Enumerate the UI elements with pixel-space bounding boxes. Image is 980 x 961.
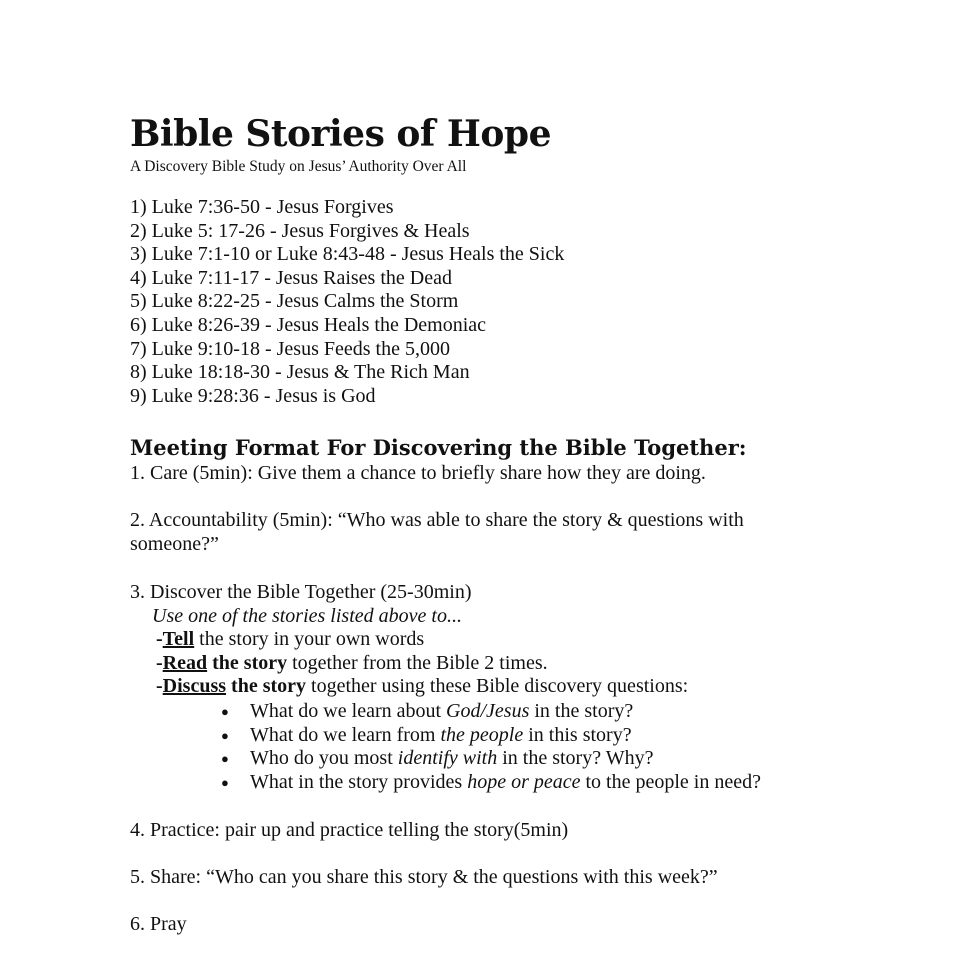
- substep-tell: [130, 628, 424, 652]
- document-title: Bible Stories of Hope: [130, 113, 552, 155]
- question-emphasis: God/Jesus: [446, 700, 530, 722]
- story-item: 6) Luke 8:26-39 - Jesus Heals the Demoniac: [130, 313, 487, 336]
- story-item: 2) Luke 5: 17-26 - Jesus Forgives & Heals: [130, 219, 470, 242]
- tell-rest: the story in your own words: [194, 628, 425, 650]
- question-item: [218, 700, 761, 724]
- step-pray: 6. Pray: [130, 913, 187, 935]
- question-text: to the people in need?: [580, 770, 761, 793]
- step-accountability-line1: 2. Accountability (5min): “Who was able to share the story & questions with: [130, 509, 744, 531]
- discuss-rest: together using these Bible discovery questions:: [306, 675, 689, 697]
- question-text: What in the story provides: [250, 770, 468, 793]
- question-item: [218, 771, 761, 795]
- question-text: in the story?: [529, 700, 634, 722]
- dash: -: [156, 675, 163, 697]
- question-item: [218, 747, 761, 771]
- document-subtitle: A Discovery Bible Study on Jesus’ Authority Over All: [130, 158, 467, 175]
- story-item: 1) Luke 7:36-50 - Jesus Forgives: [130, 196, 394, 218]
- discuss-verb: Discuss: [162, 675, 227, 697]
- step-discover: 3. Discover the Bible Together (25-30min): [130, 581, 472, 603]
- discuss-bold: the story: [226, 675, 307, 697]
- story-item: 4) Luke 7:11-17 - Jesus Raises the Dead: [130, 266, 452, 289]
- read-verb: Read: [162, 652, 208, 674]
- question-emphasis: identify with: [397, 747, 498, 770]
- read-bold: the story: [207, 652, 288, 674]
- discovery-questions: [218, 700, 761, 794]
- question-text: in the story? Why?: [497, 747, 654, 770]
- story-item: 3) Luke 7:1-10 or Luke 8:43-48 - Jesus Heals the Sick: [130, 243, 565, 266]
- story-item: 9) Luke 9:28:36 - Jesus is God: [130, 384, 376, 407]
- story-list: [130, 196, 564, 408]
- question-emphasis: hope or peace: [467, 770, 581, 793]
- question-emphasis: the people: [440, 723, 524, 746]
- tell-verb: Tell: [162, 628, 195, 650]
- dash: -: [156, 652, 163, 674]
- question-item: [218, 724, 761, 748]
- question-text: What do we learn from: [250, 723, 441, 746]
- meeting-format-heading: Meeting Format For Discovering the Bible Together:: [130, 435, 747, 460]
- step-care: 1. Care (5min): Give them a chance to briefly share how they are doing.: [130, 462, 706, 484]
- story-item: 7) Luke 9:10-18 - Jesus Feeds the 5,000: [130, 337, 450, 360]
- story-item: 5) Luke 8:22-25 - Jesus Calms the Storm: [130, 290, 459, 313]
- read-rest: together from the Bible 2 times.: [287, 652, 548, 674]
- story-item: 8) Luke 18:18-30 - Jesus & The Rich Man: [130, 361, 470, 384]
- step-accountability-line2: someone?”: [130, 533, 219, 555]
- step-share: 5. Share: “Who can you share this story & the questions with this week?”: [130, 866, 718, 888]
- question-text: Who do you most: [250, 747, 398, 770]
- substep-discuss: [130, 675, 688, 699]
- question-text: What do we learn about: [250, 700, 447, 722]
- discover-intro: Use one of the stories listed above to...: [152, 605, 462, 627]
- dash: -: [156, 628, 163, 650]
- substep-read: [130, 652, 548, 676]
- question-text: in this story?: [523, 723, 632, 746]
- step-practice: 4. Practice: pair up and practice telling the story(5min): [130, 819, 569, 841]
